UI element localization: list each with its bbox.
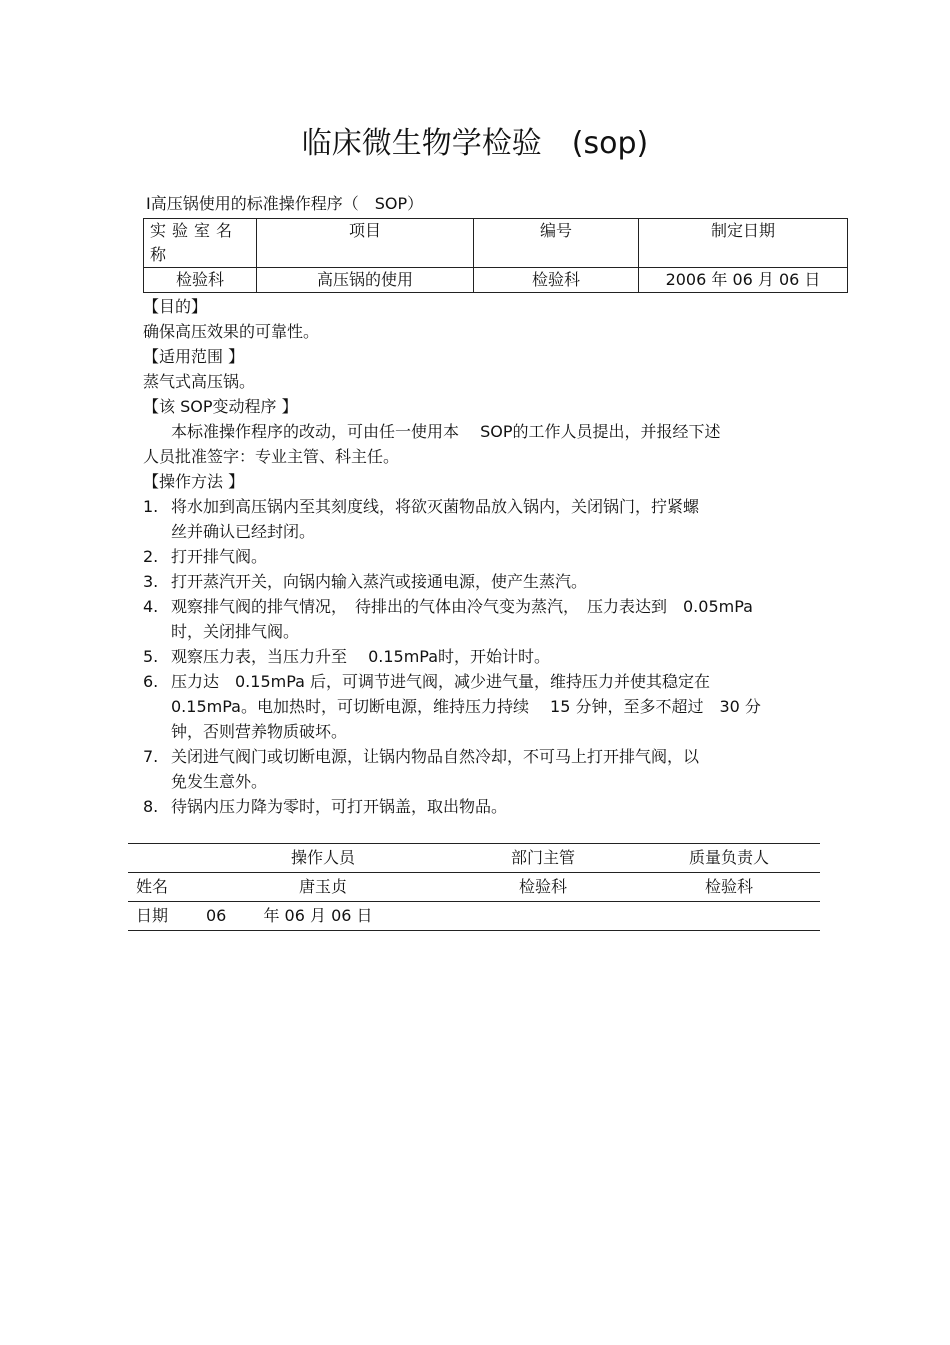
step-text-line: 观察压力表，当压力升至 0.15mPa时，开始计时。 — [171, 647, 551, 666]
info-data-row — [144, 268, 848, 293]
list-item — [143, 494, 833, 544]
signature-table — [128, 843, 820, 931]
step-text — [171, 569, 833, 594]
step-number: 2. — [143, 547, 159, 566]
sign-header-operator: 操作人员 — [198, 844, 448, 873]
method-heading: 【操作方法 】 — [143, 472, 245, 491]
step-text-line: 将水加到高压锅内至其刻度线，将欲灭菌物品放入锅内，关闭锅门，拧紧螺 — [171, 497, 700, 516]
signature-name-row — [128, 873, 820, 902]
sign-header-supervisor: 部门主管 — [448, 844, 638, 873]
step-text-line: 打开排气阀。 — [171, 547, 268, 566]
cell-number: 检验科 — [474, 268, 639, 293]
step-number: 5. — [143, 647, 159, 666]
cell-item: 高压锅的使用 — [257, 268, 474, 293]
header-lab-name: 实验室名称 — [144, 219, 257, 268]
sign-header-blank — [128, 844, 198, 873]
step-text-line: 免发生意外。 — [171, 772, 268, 791]
info-table — [143, 218, 848, 293]
step-number: 1. — [143, 497, 159, 516]
sign-name-quality: 检验科 — [638, 873, 820, 902]
step-text — [171, 594, 833, 644]
step-text — [171, 644, 833, 669]
step-number: 8. — [143, 797, 159, 816]
info-header-row — [144, 219, 848, 268]
list-item — [143, 569, 833, 594]
purpose-heading: 【目的】 — [143, 297, 208, 316]
page-title: 临床微生物学检验 (sop) — [301, 126, 649, 161]
step-text — [171, 669, 833, 744]
step-text-line: 打开蒸汽开关，向锅内输入蒸汽或接通电源，使产生蒸汽。 — [171, 572, 588, 591]
list-item — [143, 744, 833, 794]
step-number: 6. — [143, 672, 159, 691]
list-item — [143, 644, 833, 669]
document-subtitle: Ⅰ高压锅使用的标准操作程序（ SOP） — [146, 194, 424, 213]
sign-name-label: 姓名 — [128, 873, 198, 902]
scope-text: 蒸气式高压锅。 — [143, 372, 256, 391]
scope-heading: 【适用范围 】 — [143, 347, 245, 366]
change-text-line-2: 人员批准签字：专业主管、科主任。 — [143, 447, 400, 466]
step-text-line: 钟，否则营养物质破坏。 — [171, 722, 348, 741]
list-item — [143, 544, 833, 569]
purpose-text: 确保高压效果的可靠性。 — [143, 322, 320, 341]
cell-lab-name: 检验科 — [144, 268, 257, 293]
step-text-line: 观察排气阀的排气情况， 待排出的气体由冷气变为蒸汽， 压力表达到 0.05mPa — [171, 597, 753, 616]
step-text-line: 压力达 0.15mPa 后，可调节进气阀，减少进气量，维持压力并使其稳定在 — [171, 672, 711, 691]
change-text-line-1: 本标准操作程序的改动，可由任一使用本 SOP的工作人员提出，并报经下述 — [171, 422, 721, 441]
signature-date-row — [128, 902, 820, 931]
sign-name-operator: 唐玉贞 — [198, 873, 448, 902]
header-item: 项目 — [257, 219, 474, 268]
cell-date: 2006 年 06 月 06 日 — [639, 268, 848, 293]
list-item — [143, 669, 833, 744]
step-number: 3. — [143, 572, 159, 591]
step-number: 4. — [143, 597, 159, 616]
document-body — [143, 294, 833, 819]
step-text-line: 关闭进气阀门或切断电源，让锅内物品自然冷却，不可马上打开排气阀，以 — [171, 747, 700, 766]
sign-date-label: 日期 — [128, 902, 198, 931]
step-text — [171, 494, 833, 544]
sign-date-value: 06 年 06 月 06 日 — [198, 902, 820, 931]
step-text-line: 0.15mPa。电加热时，可切断电源，维持压力持续 15 分钟，至多不超过 30 分 — [171, 697, 761, 716]
list-item — [143, 794, 833, 819]
header-number: 编号 — [474, 219, 639, 268]
step-text — [171, 794, 833, 819]
step-number: 7. — [143, 747, 159, 766]
step-text — [171, 744, 833, 794]
header-date: 制定日期 — [639, 219, 848, 268]
step-text — [171, 544, 833, 569]
sign-header-quality: 质量负责人 — [638, 844, 820, 873]
step-text-line: 待锅内压力降为零时，可打开锅盖，取出物品。 — [171, 797, 508, 816]
change-heading: 【该 SOP变动程序 】 — [143, 397, 298, 416]
sign-name-supervisor: 检验科 — [448, 873, 638, 902]
signature-header-row — [128, 844, 820, 873]
step-text-line: 时，关闭排气阀。 — [171, 622, 300, 641]
list-item — [143, 594, 833, 644]
step-text-line: 丝并确认已经封闭。 — [171, 522, 316, 541]
step-list — [143, 494, 833, 819]
